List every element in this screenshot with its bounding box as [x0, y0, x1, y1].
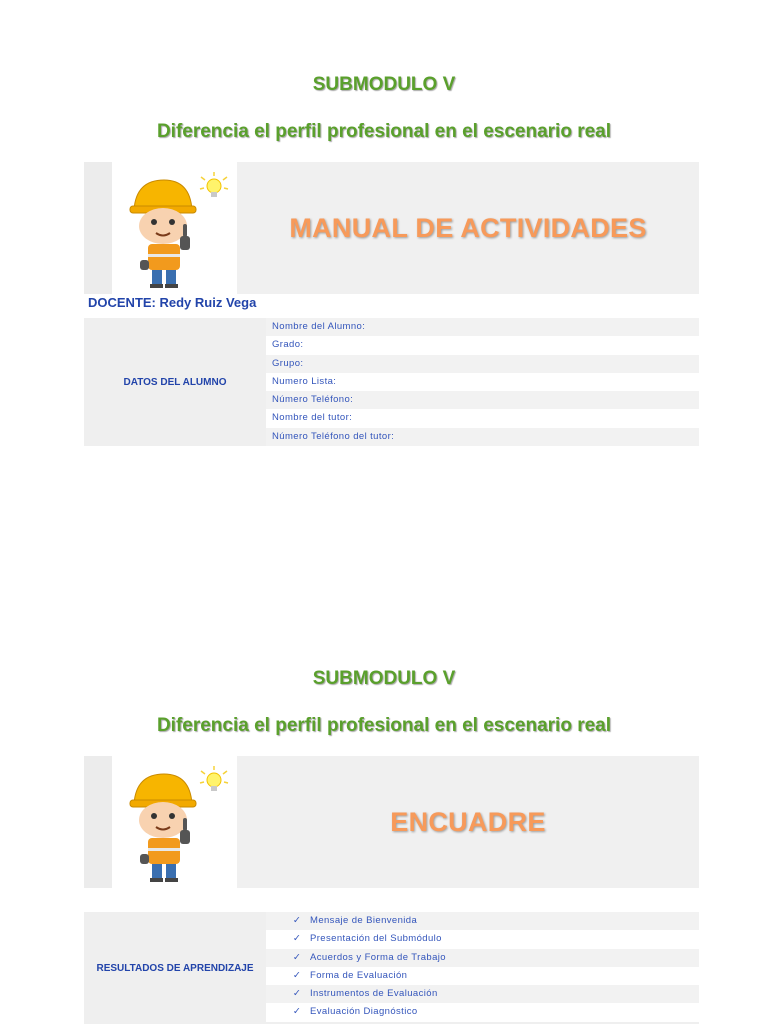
table-row: Grupo: — [266, 355, 699, 373]
subtitle: Diferencia el perfil profesional en el escenario real — [156, 715, 612, 736]
check-icon: ✓ — [292, 915, 302, 926]
docente-label: DOCENTE: Redy Ruiz Vega — [88, 295, 257, 310]
table-row: Nombre del Alumno: — [266, 318, 699, 336]
check-icon: ✓ — [292, 988, 302, 1000]
table-row: Nombre del tutor: — [266, 409, 699, 427]
student-data-table — [84, 318, 699, 446]
header-banner — [84, 756, 699, 888]
table-label: DATOS DEL ALUMNO — [123, 376, 227, 388]
subtitle: Diferencia el perfil profesional en el escenario real — [156, 121, 612, 142]
table-label: RESULTADOS DE APRENDIZAJE — [96, 962, 254, 974]
table-row: Grado: — [266, 336, 699, 354]
list-item: ✓ Presentación del Submódulo — [266, 930, 699, 948]
check-icon: ✓ — [292, 969, 302, 981]
check-icon: ✓ — [292, 951, 302, 963]
list-item: ✓ Instrumentos de Evaluación — [266, 985, 699, 1003]
list-item: ✓ Forma de Evaluación — [266, 967, 699, 985]
banner-title: MANUAL DE ACTIVIDADES — [289, 212, 647, 243]
header-banner — [84, 162, 699, 294]
learning-results-table — [84, 912, 699, 1024]
submodule-title: SUBMODULO V — [312, 668, 456, 689]
table-row: Número Teléfono del tutor: — [266, 428, 699, 446]
table-row: Numero Lista: — [266, 373, 699, 391]
list-item: ✓ Mensaje de Bienvenida — [266, 912, 699, 930]
table-row: Número Teléfono: — [266, 391, 699, 409]
check-icon: ✓ — [292, 1006, 302, 1018]
construction-worker-idea-icon — [112, 756, 237, 888]
check-icon: ✓ — [292, 933, 302, 945]
submodule-title: SUBMODULO V — [312, 74, 456, 95]
list-item: ✓ Evaluación Diagnóstico — [266, 1003, 699, 1021]
construction-worker-idea-icon — [112, 162, 237, 294]
list-item: ✓ Acuerdos y Forma de Trabajo — [266, 949, 699, 967]
banner-title: ENCUADRE — [390, 806, 546, 837]
